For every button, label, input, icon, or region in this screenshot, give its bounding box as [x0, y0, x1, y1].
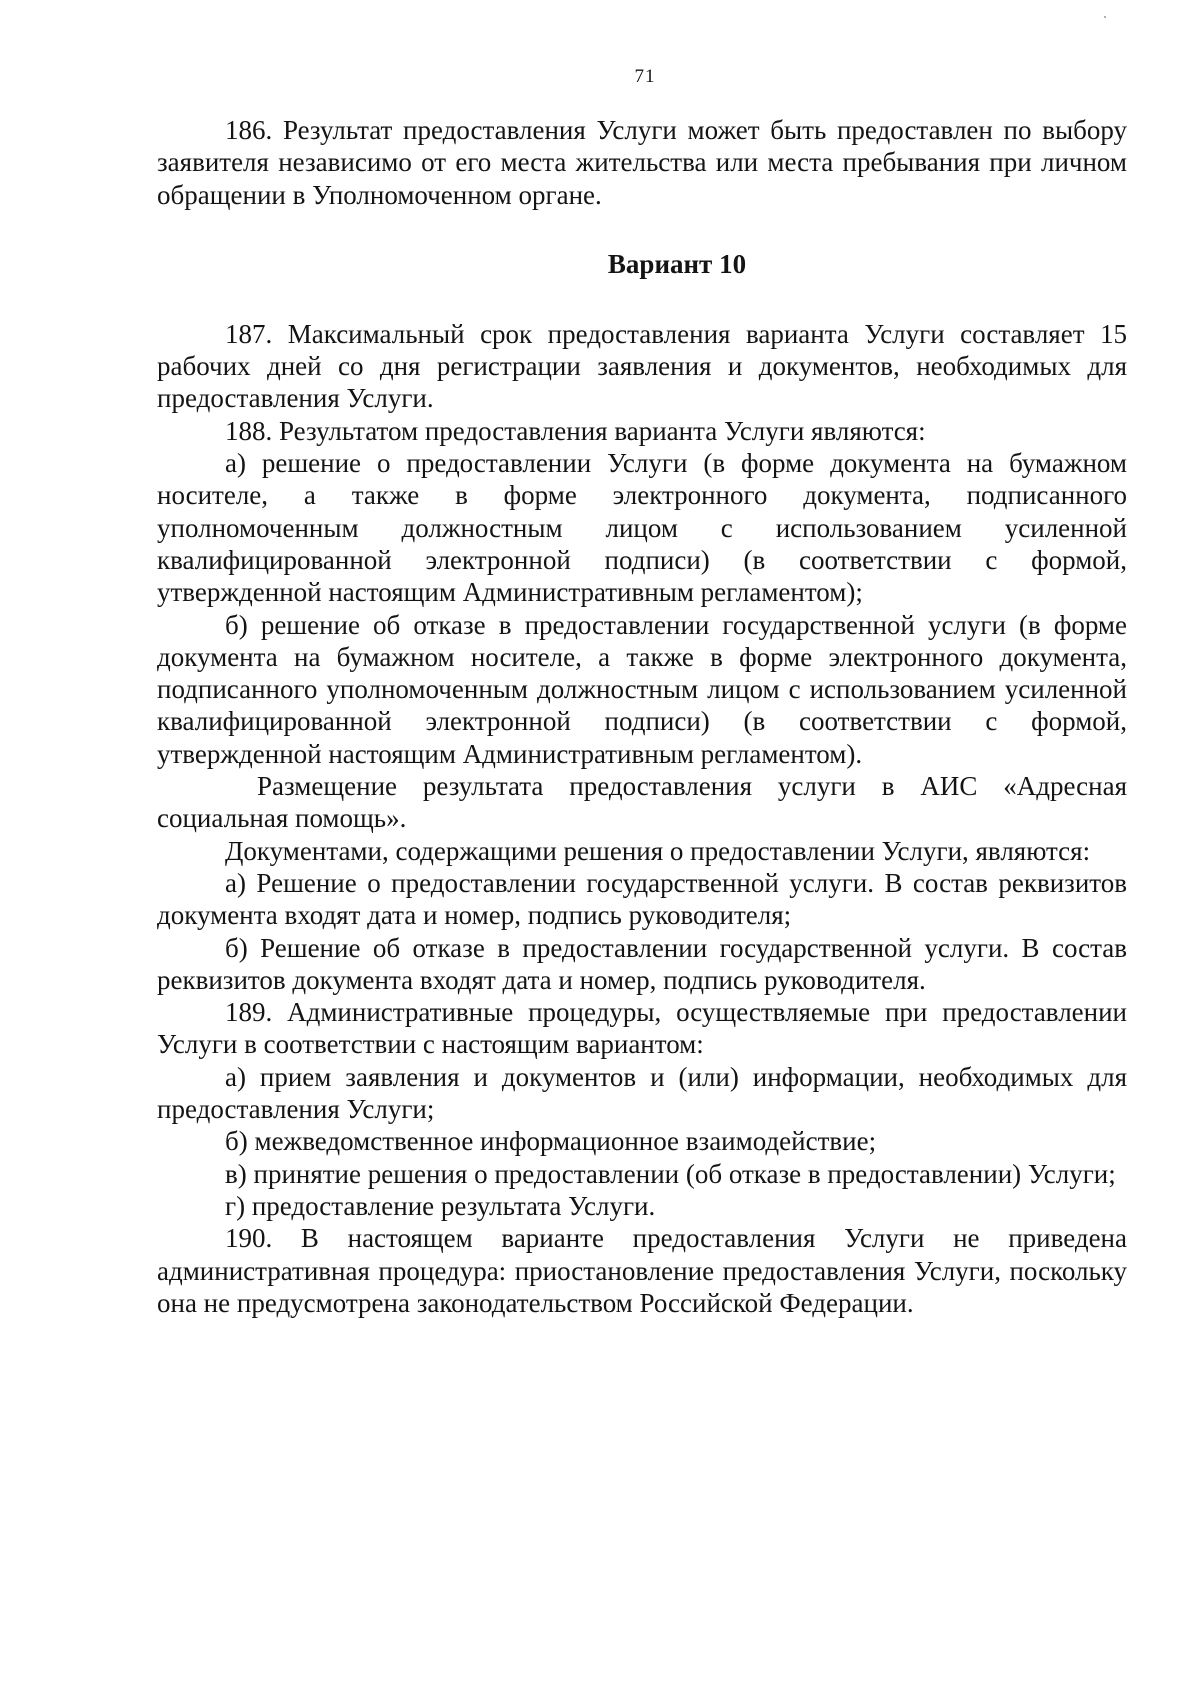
paragraph-documents-a: а) Решение о предоставлении государственной услуги. В состав реквизитов документа входят дата и номер, подпись руководителя;	[157, 867, 1127, 931]
paragraph-placement: Размещение результата предоставления услуги в АИС «Адресная социальная помощь».	[157, 771, 1127, 834]
paragraph-187: 187. Максимальный срок предоставления варианта Услуги составляет 15 рабочих дней со дня регистрации заявления и документов, необходимых для предоставления Услуги.	[157, 318, 1127, 414]
paragraph-documents: Документами, содержащими решения о предоставлении Услуги, являются:	[225, 835, 1091, 866]
paragraph-documents-b: б) Решение об отказе в предоставлении государственной услуги. В состав реквизитов документа входят дата и номер, подпись руководителя.	[157, 932, 1127, 995]
page-number: 71	[634, 66, 656, 87]
paragraph-186: 186. Результат предоставления Услуги может быть предоставлен по выбору заявителя независимо от его места жительства или места пребывания при личном обращении в Уполномоченном органе.	[157, 115, 1127, 210]
paragraph-189-v: в) принятие решения о предоставлении (об отказе в предоставлении) Услуги;	[225, 1158, 1116, 1189]
paragraph-189-g: г) предоставление результата Услуги.	[225, 1190, 656, 1221]
paragraph-189-b: б) межведомственное информационное взаимодействие;	[225, 1126, 877, 1157]
paragraph-189: 189. Административные процедуры, осуществляемые при предоставлении Услуги в соответствии с настоящим вариантом:	[157, 997, 1127, 1060]
paragraph-188-b: б) решение об отказе в предоставлении государственной услуги (в форме документа на бумажном носителе, а также в форме электронного документа, подписанного уполномоченным должностным лицом с использованием усиленной квалифицированной электронной подписи) (в соответствии с формой, утвержденной настоящим Административным регламентом).	[157, 609, 1127, 769]
paragraph-188-a: а) решение о предоставлении Услуги (в форме документа на бумажном носителе, а также в форме электронного документа, подписанного уполномоченным должностным лицом с использованием усиленной квалифицированной электронной подписи) (в соответствии с формой, утвержденной настоящим Административным регламентом);	[157, 448, 1127, 608]
paragraph-188: 188. Результатом предоставления варианта Услуги являются:	[225, 415, 926, 446]
paragraph-189-a: а) прием заявления и документов и (или) информации, необходимых для предоставления Услуги;	[157, 1061, 1127, 1125]
section-heading: Вариант 10	[607, 248, 747, 279]
document-body	[157, 114, 1127, 1319]
paragraph-190: 190. В настоящем варианте предоставления Услуги не приведена административная процедура: приостановление предоставления Услуги, поскольку она не предусмотрена законодательством Российской Федерации.	[157, 1223, 1127, 1318]
scan-speck	[1104, 16, 1106, 18]
